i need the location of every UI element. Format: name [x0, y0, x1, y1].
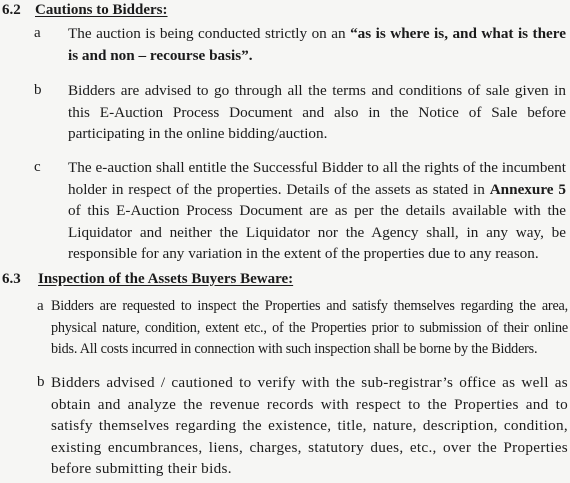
section-title: Inspection of the Assets Buyers Beware:: [38, 271, 294, 287]
clause-label: c: [34, 159, 41, 175]
clause-text-plain-end: of this E-Auction Process Document are as per the details available with the Liquidator and neither the Liquidator nor the Agency shall, in any way, be responsible for any variation in the extent of the properties due to any reason.: [68, 202, 566, 262]
clause-6-3-a: [37, 296, 568, 362]
clause-text: Bidders advised / cautioned to verify with the sub-registrar’s office as well as obtain and analyze the revenue records with respect to the Properties and to satisfy themselves regarding the existence, title, nature, description, condition, existing encumbrances, liens, charges, statutory dues, etc., over the Properties before submitting their bids.: [51, 374, 568, 478]
clause-text-bold: Annexure 5: [489, 180, 566, 198]
clause-label: b: [37, 374, 45, 390]
clause-label: a: [34, 25, 41, 41]
clause-text: [68, 157, 566, 265]
clause-6-2-c: [34, 157, 568, 267]
clause-6-3-b: [37, 372, 568, 482]
clause-text-plain: The auction is being conducted strictly on an: [68, 25, 351, 42]
clause-6-2-a: [34, 23, 568, 67]
section-number: 6.3: [2, 271, 21, 287]
section-number: 6.2: [2, 2, 21, 18]
clause-label: b: [34, 82, 42, 98]
section-heading-6-2: [2, 1, 302, 19]
clause-text: Bidders are requested to inspect the Properties and satisfy themselves regarding the area, physical nature, condition, extent etc., of the Properties prior to submission of their online bids. All costs incurred in connection with such inspection shall be borne by the Bidders.: [51, 298, 568, 357]
clause-label: a: [37, 298, 44, 314]
clause-6-2-b: [34, 80, 568, 146]
section-heading-6-3: [2, 270, 342, 288]
clause-text: [68, 23, 566, 66]
clause-text-bold: “as is where is, and what is there is and non – recourse basis”.: [68, 25, 566, 64]
section-title: Cautions to Bidders:: [35, 2, 168, 18]
clause-text: Bidders are advised to go through all the terms and conditions of sale given in this E-Auction Process Document and also in the Notice of Sale before participating in the online bidding/auction.: [68, 82, 566, 142]
clause-text-plain: The e-auction shall entitle the Successful Bidder to all the rights of the incumbent holder in respect of the properties. Details of the assets as stated in: [68, 159, 566, 198]
